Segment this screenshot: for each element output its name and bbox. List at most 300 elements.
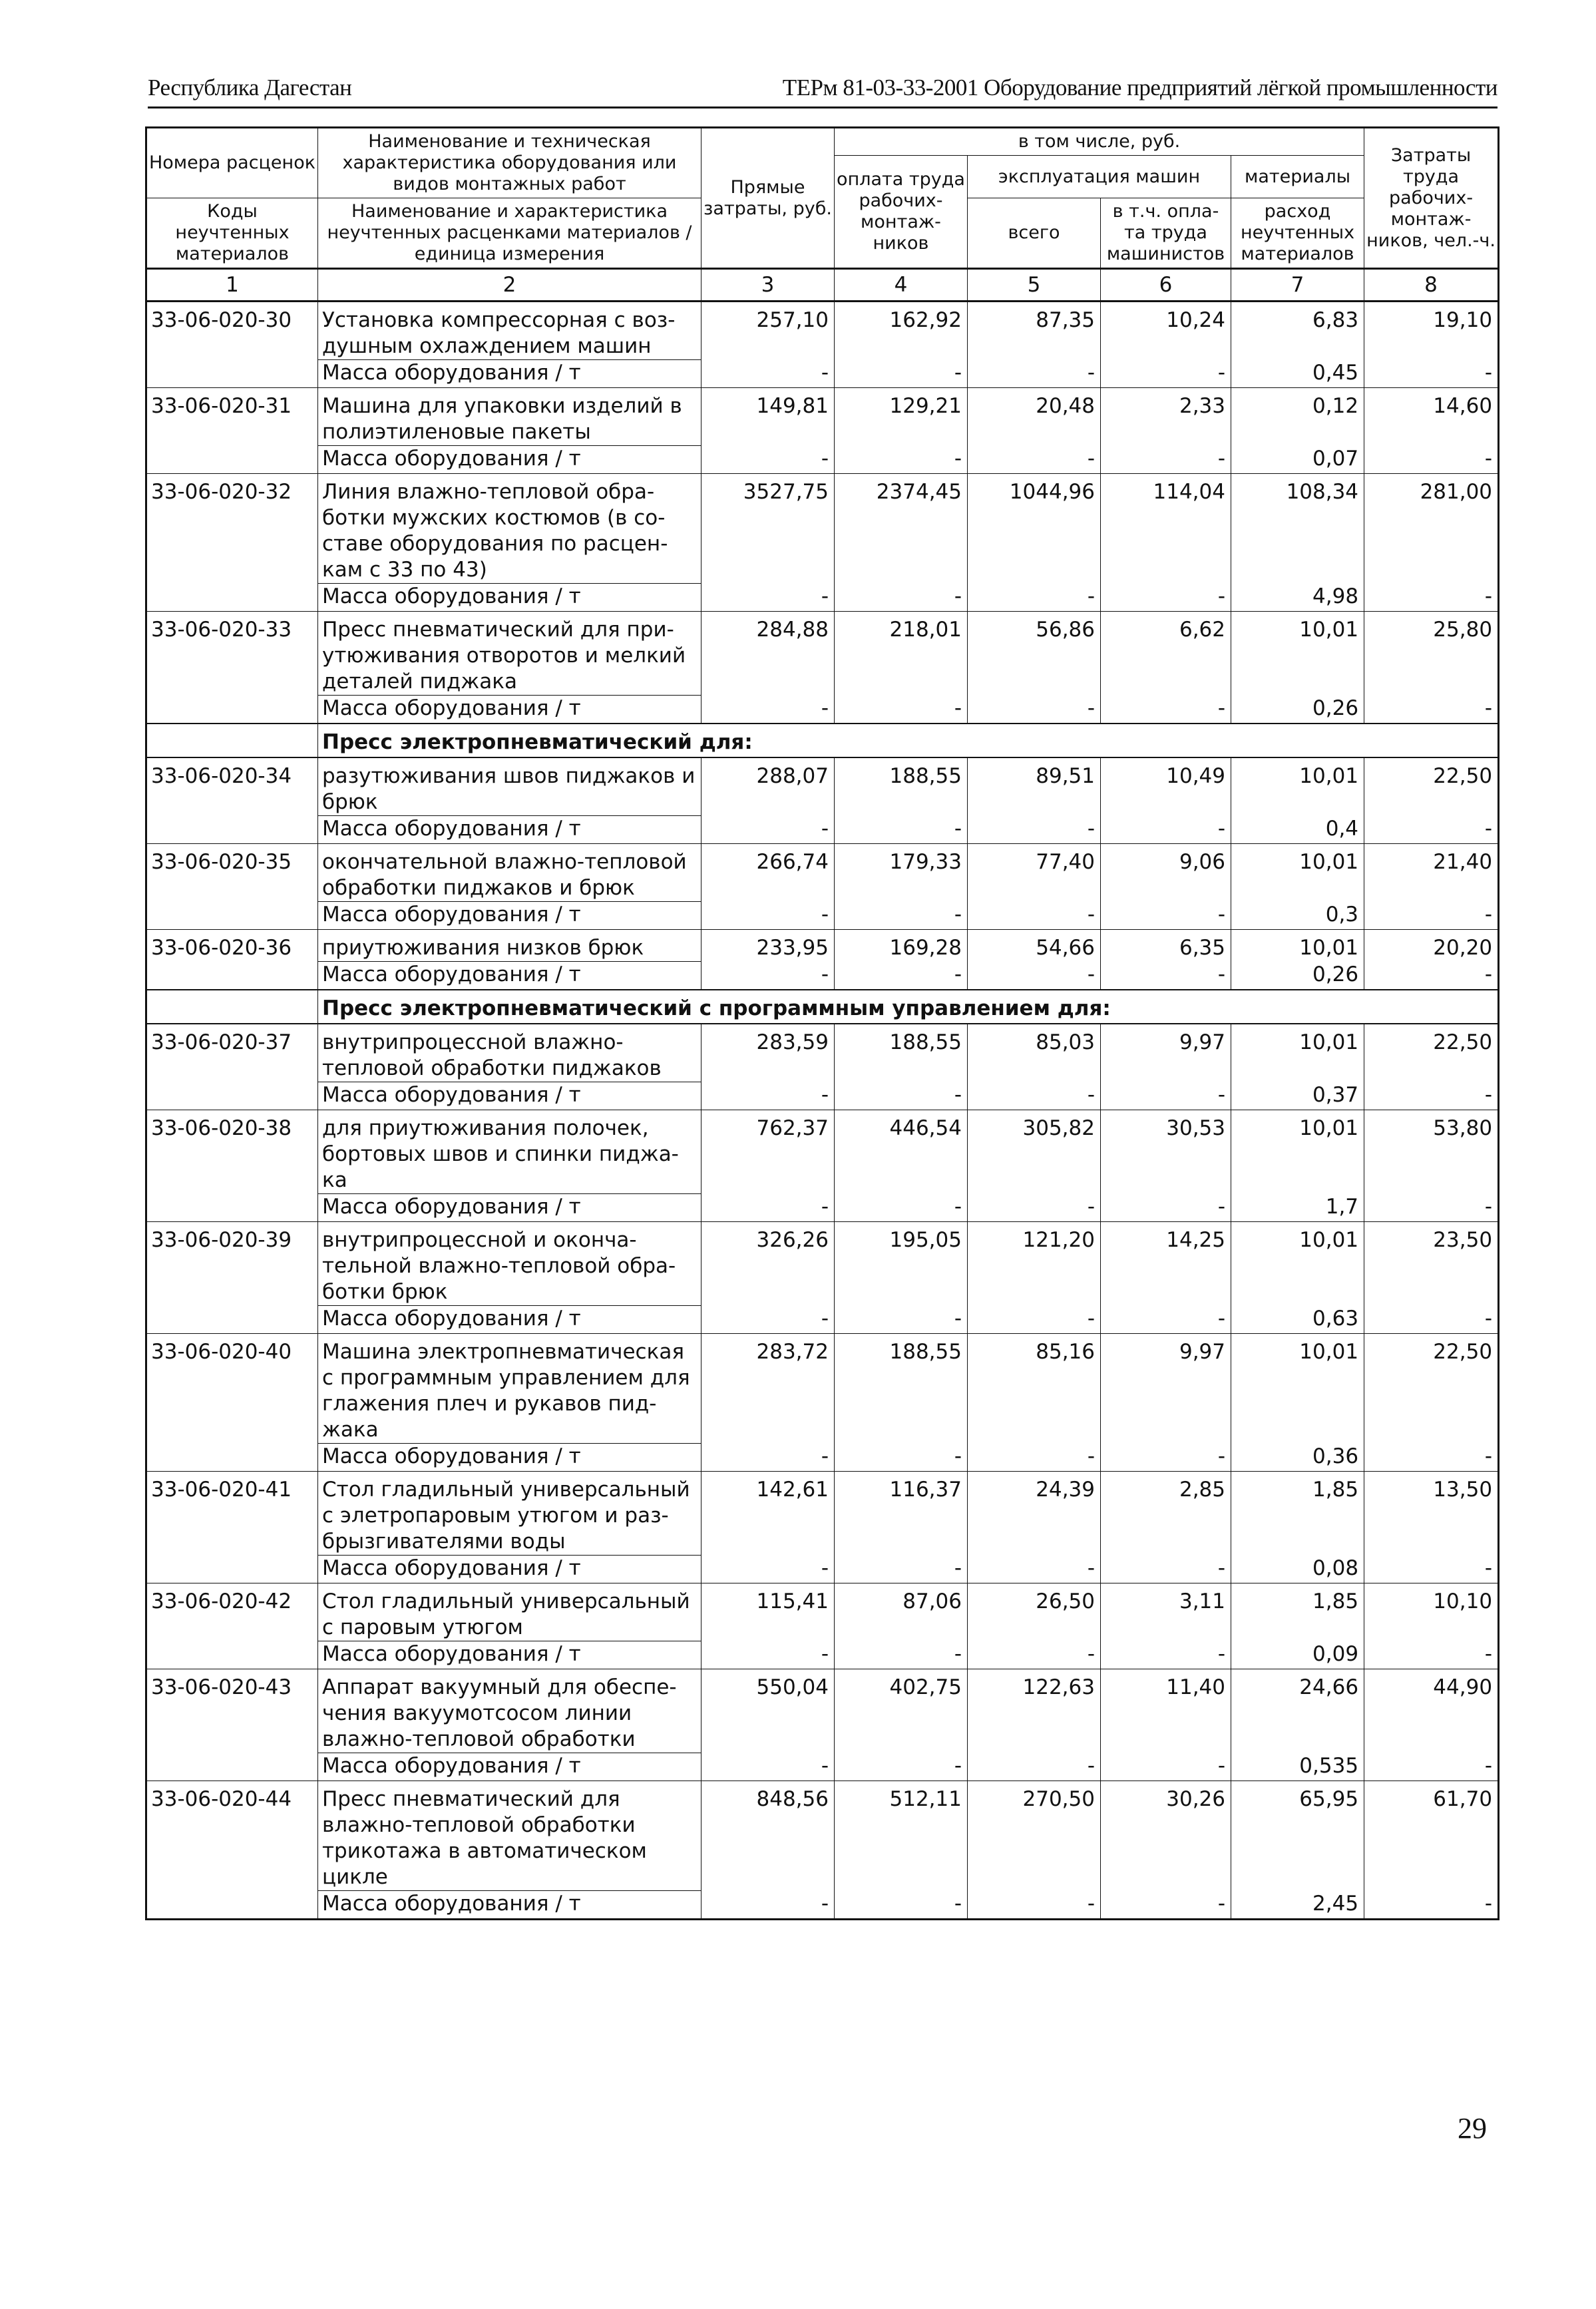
mass-value: - xyxy=(835,1753,968,1781)
labor-hours-value: 21,40 xyxy=(1364,844,1499,902)
mass-value: 4,98 xyxy=(1231,584,1364,612)
rate-code: 33-06-020-41 xyxy=(146,1472,318,1556)
work-name: Машина для упаковки изделий в полиэтиленовые пакеты xyxy=(318,388,701,446)
mass-value: - xyxy=(1364,696,1499,724)
rate-code: 33-06-020-40 xyxy=(146,1334,318,1444)
materials-value: 10,01 xyxy=(1231,1024,1364,1082)
mass-value: - xyxy=(835,1082,968,1110)
machines-total-value: 20,48 xyxy=(968,388,1101,446)
col-header-including: в том числе, руб. xyxy=(835,128,1364,156)
rate-code: 33-06-020-34 xyxy=(146,757,318,816)
direct-costs-value: 233,95 xyxy=(701,930,835,962)
labor-hours-value: 22,50 xyxy=(1364,1024,1499,1082)
labor-pay-value: 402,75 xyxy=(835,1669,968,1753)
mass-value: - xyxy=(1101,962,1231,990)
labor-pay-value: 179,33 xyxy=(835,844,968,902)
machines-total-value: 87,35 xyxy=(968,302,1101,360)
rate-code: 33-06-020-35 xyxy=(146,844,318,902)
mass-value: - xyxy=(1101,1306,1231,1334)
mass-value: - xyxy=(701,446,835,474)
mass-row xyxy=(146,902,1499,930)
mass-value: - xyxy=(701,1194,835,1222)
mass-value: - xyxy=(701,1753,835,1781)
mass-value: - xyxy=(835,1556,968,1583)
group-heading-row xyxy=(146,990,1499,1024)
labor-hours-value: 13,50 xyxy=(1364,1472,1499,1556)
materials-value: 24,66 xyxy=(1231,1669,1364,1753)
table-row xyxy=(146,474,1499,584)
mass-value: 1,7 xyxy=(1231,1194,1364,1222)
mass-value: - xyxy=(1364,1194,1499,1222)
labor-hours-value: 22,50 xyxy=(1364,1334,1499,1444)
mass-label: Масса оборудования / т xyxy=(318,1306,701,1334)
mass-value: 0,45 xyxy=(1231,360,1364,388)
mass-value: - xyxy=(1101,584,1231,612)
group-empty-cell xyxy=(146,724,318,757)
mass-row xyxy=(146,584,1499,612)
mass-value: - xyxy=(1101,1641,1231,1669)
mass-value: - xyxy=(968,1753,1101,1781)
col-number: 1 xyxy=(146,269,318,302)
mass-value: - xyxy=(701,1082,835,1110)
col-header-codes: Коды неучтенных материалов xyxy=(146,198,318,269)
mass-value: - xyxy=(968,696,1101,724)
mass-value: - xyxy=(1101,1444,1231,1472)
mass-value: - xyxy=(835,962,968,990)
mass-code-empty xyxy=(146,360,318,388)
direct-costs-value: 283,72 xyxy=(701,1334,835,1444)
mass-code-empty xyxy=(146,902,318,930)
mass-value: 0,4 xyxy=(1231,816,1364,844)
labor-pay-value: 2374,45 xyxy=(835,474,968,584)
machines-total-value: 89,51 xyxy=(968,757,1101,816)
mass-value: - xyxy=(1101,446,1231,474)
mass-value: - xyxy=(835,1194,968,1222)
mass-value: - xyxy=(835,696,968,724)
rate-code: 33-06-020-44 xyxy=(146,1781,318,1891)
operator-pay-value: 114,04 xyxy=(1101,474,1231,584)
rate-code: 33-06-020-39 xyxy=(146,1222,318,1306)
direct-costs-value: 115,41 xyxy=(701,1583,835,1641)
col-header-labor-pay: оплата труда рабочих-монтаж-ников xyxy=(835,156,968,269)
operator-pay-value: 3,11 xyxy=(1101,1583,1231,1641)
mass-label: Масса оборудования / т xyxy=(318,816,701,844)
mass-value: - xyxy=(701,1556,835,1583)
direct-costs-value: 257,10 xyxy=(701,302,835,360)
mass-value: - xyxy=(701,1641,835,1669)
mass-code-empty xyxy=(146,1556,318,1583)
mass-value: - xyxy=(1364,1556,1499,1583)
table-row xyxy=(146,1781,1499,1891)
machines-total-value: 85,03 xyxy=(968,1024,1101,1082)
rate-code: 33-06-020-31 xyxy=(146,388,318,446)
col-number: 3 xyxy=(701,269,835,302)
col-header-machines-total: всего xyxy=(968,198,1101,269)
rate-code: 33-06-020-43 xyxy=(146,1669,318,1753)
operator-pay-value: 10,24 xyxy=(1101,302,1231,360)
labor-pay-value: 195,05 xyxy=(835,1222,968,1306)
mass-value: - xyxy=(968,446,1101,474)
operator-pay-value: 11,40 xyxy=(1101,1669,1231,1753)
group-empty-cell xyxy=(146,990,318,1024)
mass-value: - xyxy=(968,1306,1101,1334)
table-row xyxy=(146,612,1499,696)
labor-hours-value: 14,60 xyxy=(1364,388,1499,446)
rate-code: 33-06-020-36 xyxy=(146,930,318,962)
table-row xyxy=(146,1110,1499,1194)
rate-code: 33-06-020-37 xyxy=(146,1024,318,1082)
mass-label: Масса оборудования / т xyxy=(318,1082,701,1110)
labor-pay-value: 129,21 xyxy=(835,388,968,446)
mass-code-empty xyxy=(146,1444,318,1472)
mass-code-empty xyxy=(146,962,318,990)
work-name: приутюживания низков брюк xyxy=(318,930,701,962)
mass-row xyxy=(146,1194,1499,1222)
direct-costs-value: 283,59 xyxy=(701,1024,835,1082)
mass-value: 0,09 xyxy=(1231,1641,1364,1669)
machines-total-value: 56,86 xyxy=(968,612,1101,696)
direct-costs-value: 284,88 xyxy=(701,612,835,696)
mass-value: - xyxy=(835,1306,968,1334)
mass-value: - xyxy=(835,446,968,474)
page-number: 29 xyxy=(1458,2112,1487,2145)
table-row xyxy=(146,757,1499,816)
direct-costs-value: 3527,75 xyxy=(701,474,835,584)
mass-value: - xyxy=(835,816,968,844)
mass-label: Масса оборудования / т xyxy=(318,360,701,388)
work-name: Стол гладильный универсальный с паровым утюгом xyxy=(318,1583,701,1641)
operator-pay-value: 2,85 xyxy=(1101,1472,1231,1556)
mass-value: - xyxy=(701,584,835,612)
mass-value: 0,36 xyxy=(1231,1444,1364,1472)
rate-code: 33-06-020-32 xyxy=(146,474,318,584)
col-header-name-materials: Наименование и характеристика неучтенных расценками материалов / единица измерения xyxy=(318,198,701,269)
mass-value: 2,45 xyxy=(1231,1891,1364,1920)
mass-value: 0,26 xyxy=(1231,962,1364,990)
work-name: Пресс пневматический для влажно-тепловой обработки трикотажа в автоматическом цикле xyxy=(318,1781,701,1891)
labor-pay-value: 188,55 xyxy=(835,1334,968,1444)
mass-code-empty xyxy=(146,1641,318,1669)
mass-code-empty xyxy=(146,1306,318,1334)
labor-hours-value: 23,50 xyxy=(1364,1222,1499,1306)
mass-value: - xyxy=(1364,1082,1499,1110)
machines-total-value: 305,82 xyxy=(968,1110,1101,1194)
mass-value: - xyxy=(1101,902,1231,930)
mass-value: - xyxy=(1101,816,1231,844)
rate-code: 33-06-020-30 xyxy=(146,302,318,360)
col-header-labor-costs: Затраты труда рабочих-монтаж-ников, чел.-ч. xyxy=(1364,128,1499,269)
operator-pay-value: 6,35 xyxy=(1101,930,1231,962)
materials-value: 10,01 xyxy=(1231,1222,1364,1306)
col-header-direct-costs: Прямые затраты, руб. xyxy=(701,128,835,269)
col-number: 4 xyxy=(835,269,968,302)
mass-value: - xyxy=(1364,1306,1499,1334)
mass-value: - xyxy=(1364,1641,1499,1669)
work-name: Пресс пневматический для при-утюживания отворотов и мелкий деталей пиджака xyxy=(318,612,701,696)
mass-value: 0,535 xyxy=(1231,1753,1364,1781)
mass-value: 0,08 xyxy=(1231,1556,1364,1583)
table-row xyxy=(146,1222,1499,1306)
operator-pay-value: 30,26 xyxy=(1101,1781,1231,1891)
work-name: окончательной влажно-тепловой обработки пиджаков и брюк xyxy=(318,844,701,902)
operator-pay-value: 14,25 xyxy=(1101,1222,1231,1306)
materials-value: 65,95 xyxy=(1231,1781,1364,1891)
group-heading-row xyxy=(146,724,1499,757)
machines-total-value: 121,20 xyxy=(968,1222,1101,1306)
mass-value: - xyxy=(1364,1444,1499,1472)
table-row xyxy=(146,1669,1499,1753)
table-row xyxy=(146,930,1499,962)
mass-code-empty xyxy=(146,1082,318,1110)
labor-pay-value: 87,06 xyxy=(835,1583,968,1641)
machines-total-value: 77,40 xyxy=(968,844,1101,902)
mass-value: - xyxy=(835,584,968,612)
mass-code-empty xyxy=(146,696,318,724)
col-header-operator-pay: в т.ч. опла-та труда машинистов xyxy=(1101,198,1231,269)
work-name: разутюживания швов пиджаков и брюк xyxy=(318,757,701,816)
mass-code-empty xyxy=(146,1753,318,1781)
mass-code-empty xyxy=(146,584,318,612)
materials-value: 6,83 xyxy=(1231,302,1364,360)
direct-costs-value: 550,04 xyxy=(701,1669,835,1753)
mass-value: - xyxy=(968,584,1101,612)
labor-pay-value: 446,54 xyxy=(835,1110,968,1194)
mass-row xyxy=(146,1556,1499,1583)
col-number: 7 xyxy=(1231,269,1364,302)
col-header-materials: материалы xyxy=(1231,156,1364,198)
mass-row xyxy=(146,360,1499,388)
mass-value: - xyxy=(1364,446,1499,474)
mass-value: - xyxy=(701,962,835,990)
work-name: внутрипроцессной и оконча-тельной влажно-тепловой обра-ботки брюк xyxy=(318,1222,701,1306)
mass-label: Масса оборудования / т xyxy=(318,1641,701,1669)
work-name: внутрипроцессной влажно-тепловой обработки пиджаков xyxy=(318,1024,701,1082)
mass-value: - xyxy=(968,1194,1101,1222)
mass-row xyxy=(146,696,1499,724)
mass-row xyxy=(146,1306,1499,1334)
rates-table-body xyxy=(146,302,1499,1920)
materials-value: 10,01 xyxy=(1231,1334,1364,1444)
mass-value: - xyxy=(968,1891,1101,1920)
labor-hours-value: 20,20 xyxy=(1364,930,1499,962)
mass-value: - xyxy=(968,1444,1101,1472)
machines-total-value: 54,66 xyxy=(968,930,1101,962)
direct-costs-value: 326,26 xyxy=(701,1222,835,1306)
mass-code-empty xyxy=(146,1194,318,1222)
mass-value: - xyxy=(701,696,835,724)
mass-code-empty xyxy=(146,446,318,474)
mass-label: Масса оборудования / т xyxy=(318,696,701,724)
mass-value: - xyxy=(701,816,835,844)
mass-row xyxy=(146,1082,1499,1110)
table-row xyxy=(146,1472,1499,1556)
header-region: Республика Дагестан xyxy=(148,75,352,101)
rates-table-container xyxy=(145,126,1497,1920)
operator-pay-value: 9,06 xyxy=(1101,844,1231,902)
mass-value: 0,07 xyxy=(1231,446,1364,474)
mass-value: - xyxy=(1364,902,1499,930)
mass-value: - xyxy=(835,1891,968,1920)
mass-label: Масса оборудования / т xyxy=(318,584,701,612)
running-header xyxy=(148,75,1497,105)
labor-pay-value: 169,28 xyxy=(835,930,968,962)
mass-value: - xyxy=(701,902,835,930)
work-name: для приутюживания полочек, бортовых швов и спинки пиджа-ка xyxy=(318,1110,701,1194)
direct-costs-value: 762,37 xyxy=(701,1110,835,1194)
operator-pay-value: 9,97 xyxy=(1101,1334,1231,1444)
direct-costs-value: 149,81 xyxy=(701,388,835,446)
labor-hours-value: 22,50 xyxy=(1364,757,1499,816)
labor-hours-value: 25,80 xyxy=(1364,612,1499,696)
table-row xyxy=(146,302,1499,360)
labor-hours-value: 19,10 xyxy=(1364,302,1499,360)
mass-row xyxy=(146,1641,1499,1669)
mass-value: - xyxy=(968,816,1101,844)
labor-hours-value: 10,10 xyxy=(1364,1583,1499,1641)
mass-value: - xyxy=(1101,1753,1231,1781)
machines-total-value: 1044,96 xyxy=(968,474,1101,584)
materials-value: 10,01 xyxy=(1231,612,1364,696)
mass-value: 0,63 xyxy=(1231,1306,1364,1334)
mass-value: - xyxy=(1101,1556,1231,1583)
mass-value: - xyxy=(701,1306,835,1334)
col-header-consumption: расход неучтенных материалов xyxy=(1231,198,1364,269)
machines-total-value: 122,63 xyxy=(968,1669,1101,1753)
labor-hours-value: 53,80 xyxy=(1364,1110,1499,1194)
col-number: 6 xyxy=(1101,269,1231,302)
mass-label: Масса оборудования / т xyxy=(318,1891,701,1920)
mass-label: Масса оборудования / т xyxy=(318,1556,701,1583)
rate-code: 33-06-020-33 xyxy=(146,612,318,696)
mass-value: - xyxy=(835,1444,968,1472)
table-row xyxy=(146,844,1499,902)
header-document-title: ТЕРм 81-03-33-2001 Оборудование предприятий лёгкой промышленности xyxy=(782,75,1497,101)
materials-value: 108,34 xyxy=(1231,474,1364,584)
materials-value: 0,12 xyxy=(1231,388,1364,446)
mass-value: - xyxy=(701,360,835,388)
mass-label: Масса оборудования / т xyxy=(318,1444,701,1472)
mass-value: - xyxy=(1101,696,1231,724)
labor-hours-value: 44,90 xyxy=(1364,1669,1499,1753)
mass-code-empty xyxy=(146,1891,318,1920)
mass-label: Масса оборудования / т xyxy=(318,446,701,474)
mass-value: - xyxy=(1101,1082,1231,1110)
operator-pay-value: 30,53 xyxy=(1101,1110,1231,1194)
mass-row xyxy=(146,1891,1499,1920)
direct-costs-value: 266,74 xyxy=(701,844,835,902)
materials-value: 1,85 xyxy=(1231,1472,1364,1556)
materials-value: 10,01 xyxy=(1231,757,1364,816)
operator-pay-value: 6,62 xyxy=(1101,612,1231,696)
operator-pay-value: 9,97 xyxy=(1101,1024,1231,1082)
mass-value: - xyxy=(968,1082,1101,1110)
header-rule xyxy=(148,106,1497,108)
mass-value: - xyxy=(968,902,1101,930)
table-row xyxy=(146,1583,1499,1641)
mass-value: - xyxy=(968,1641,1101,1669)
operator-pay-value: 2,33 xyxy=(1101,388,1231,446)
mass-value: 0,3 xyxy=(1231,902,1364,930)
direct-costs-value: 142,61 xyxy=(701,1472,835,1556)
col-header-machines: эксплуатация машин xyxy=(968,156,1231,198)
labor-pay-value: 188,55 xyxy=(835,1024,968,1082)
direct-costs-value: 288,07 xyxy=(701,757,835,816)
mass-value: - xyxy=(835,1641,968,1669)
col-number: 2 xyxy=(318,269,701,302)
col-header-name: Наименование и техническая характеристика оборудования или видов монтажных работ xyxy=(318,128,701,198)
work-name: Линия влажно-тепловой обра-ботки мужских костюмов (в со-ставе оборудования по расцен-кам с 33 по 43) xyxy=(318,474,701,584)
materials-value: 10,01 xyxy=(1231,844,1364,902)
machines-total-value: 85,16 xyxy=(968,1334,1101,1444)
labor-pay-value: 116,37 xyxy=(835,1472,968,1556)
col-number: 5 xyxy=(968,269,1101,302)
mass-value: - xyxy=(835,360,968,388)
mass-value: - xyxy=(1364,1753,1499,1781)
rates-table xyxy=(145,126,1499,1920)
mass-row xyxy=(146,816,1499,844)
direct-costs-value: 848,56 xyxy=(701,1781,835,1891)
mass-label: Масса оборудования / т xyxy=(318,1753,701,1781)
mass-value: - xyxy=(968,962,1101,990)
work-name: Установка компрессорная с воз-душным охлаждением машин xyxy=(318,302,701,360)
table-row xyxy=(146,1024,1499,1082)
labor-pay-value: 162,92 xyxy=(835,302,968,360)
mass-value: - xyxy=(701,1444,835,1472)
labor-hours-value: 61,70 xyxy=(1364,1781,1499,1891)
materials-value: 10,01 xyxy=(1231,930,1364,962)
operator-pay-value: 10,49 xyxy=(1101,757,1231,816)
labor-pay-value: 512,11 xyxy=(835,1781,968,1891)
table-row xyxy=(146,388,1499,446)
mass-value: - xyxy=(1364,962,1499,990)
col-header-rates: Номера расценок xyxy=(146,128,318,198)
rate-code: 33-06-020-38 xyxy=(146,1110,318,1194)
mass-value: - xyxy=(1364,360,1499,388)
mass-row xyxy=(146,446,1499,474)
mass-value: - xyxy=(1364,816,1499,844)
labor-pay-value: 188,55 xyxy=(835,757,968,816)
mass-value: - xyxy=(968,1556,1101,1583)
mass-row xyxy=(146,962,1499,990)
machines-total-value: 270,50 xyxy=(968,1781,1101,1891)
mass-value: - xyxy=(1364,584,1499,612)
work-name: Машина электропневматическая с программным управлением для глажения плеч и рукавов пид-жака xyxy=(318,1334,701,1444)
labor-pay-value: 218,01 xyxy=(835,612,968,696)
group-heading: Пресс электропневматический для: xyxy=(318,724,1499,757)
mass-row xyxy=(146,1753,1499,1781)
group-heading: Пресс электропневматический с программным управлением для: xyxy=(318,990,1499,1024)
mass-value: - xyxy=(1101,1194,1231,1222)
mass-value: 0,26 xyxy=(1231,696,1364,724)
mass-value: 0,37 xyxy=(1231,1082,1364,1110)
mass-label: Масса оборудования / т xyxy=(318,962,701,990)
mass-value: - xyxy=(701,1891,835,1920)
col-number: 8 xyxy=(1364,269,1499,302)
mass-code-empty xyxy=(146,816,318,844)
mass-row xyxy=(146,1444,1499,1472)
labor-hours-value: 281,00 xyxy=(1364,474,1499,584)
work-name: Аппарат вакуумный для обеспе-чения вакуумотсосом линии влажно-тепловой обработки xyxy=(318,1669,701,1753)
mass-value: - xyxy=(1101,1891,1231,1920)
machines-total-value: 24,39 xyxy=(968,1472,1101,1556)
materials-value: 1,85 xyxy=(1231,1583,1364,1641)
mass-label: Масса оборудования / т xyxy=(318,902,701,930)
mass-value: - xyxy=(968,360,1101,388)
mass-value: - xyxy=(1101,360,1231,388)
table-row xyxy=(146,1334,1499,1444)
materials-value: 10,01 xyxy=(1231,1110,1364,1194)
rate-code: 33-06-020-42 xyxy=(146,1583,318,1641)
